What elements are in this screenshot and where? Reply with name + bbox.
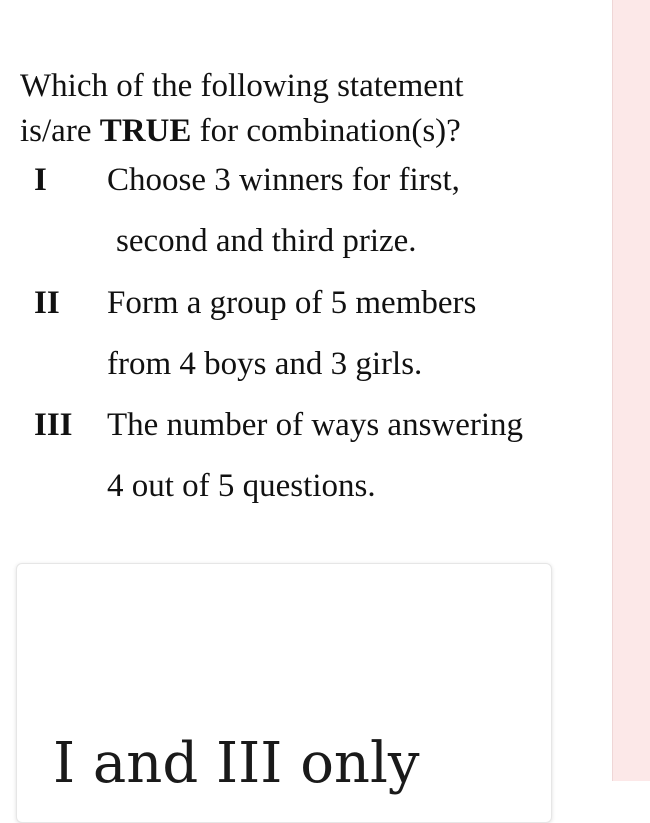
statement-iii-line-2: 4 out of 5 questions.: [107, 468, 376, 504]
side-panel-strip: [612, 0, 650, 781]
question-emphasis-true: TRUE: [99, 113, 192, 149]
answer-option-label: I and III only: [53, 731, 420, 796]
question-line-2-suffix: for combination(s)?: [191, 113, 461, 149]
statement-numeral-iii: III: [34, 407, 73, 443]
question-line-2-prefix: is/are: [20, 113, 100, 149]
question-line-2: [20, 109, 580, 154]
answer-option-card[interactable]: [16, 563, 552, 823]
statement-i-line-2: second and third prize.: [116, 223, 417, 259]
statement-iii-line-1: The number of ways answering: [107, 407, 524, 443]
statement-ii-line-2: from 4 boys and 3 girls.: [107, 346, 423, 382]
statement-ii-line-1: Form a group of 5 members: [107, 285, 477, 321]
question-prompt: [20, 64, 580, 154]
statement-numeral-i: I: [34, 162, 47, 198]
statement-numeral-ii: II: [34, 285, 60, 321]
question-line-1: Which of the following statement: [20, 68, 464, 104]
statement-i-line-1: Choose 3 winners for first,: [107, 162, 460, 198]
